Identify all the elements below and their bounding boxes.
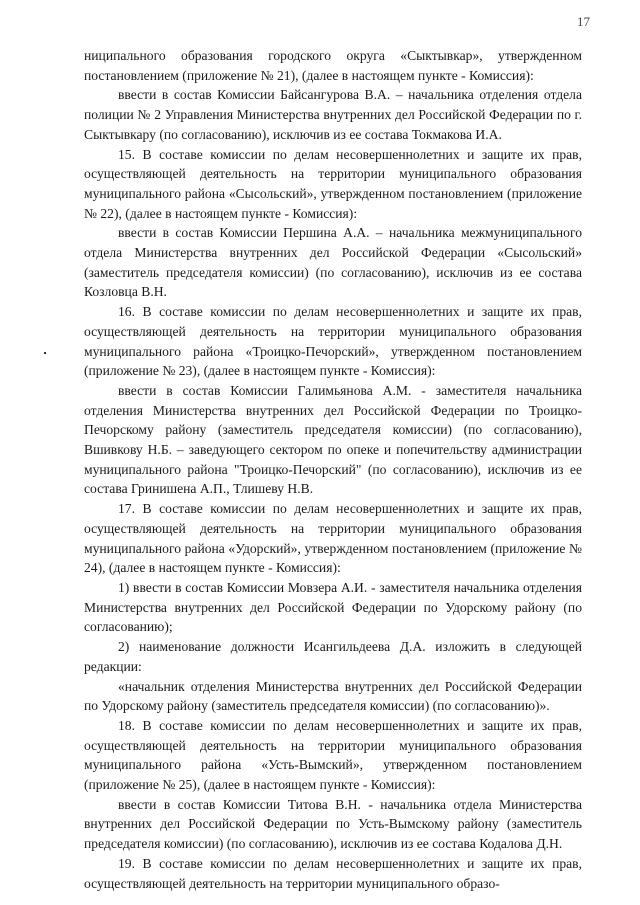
paragraph: ввести в состав Комиссии Галимьянова А.М. - заместителя начальника отделения Министерства внутренних дел Российской Федерации по Троицко-Печорскому району (заместитель председателя комиссии) (по согласованию), Вшивкову Н.Б. – заведующего сектором по опеке и попечительству администрации муниципального района "Троицко-Печорский" (по согласованию), исключив из ее состава Гринишена А.П., Тлишеву Н.В. xyxy=(84,382,582,497)
page-number: 17 xyxy=(577,14,590,29)
paragraph: ввести в состав Комиссии Байсангурова В.А. – начальника отделения отдела полиции № 2 Управления Министерства внутренних дел Российской Федерации по г. Сыктывкару (по согласованию), исключив из ее состава Токмакова И.А. xyxy=(84,87,582,142)
paragraph: 1) ввести в состав Комиссии Мовзера А.И. - заместителя начальника отделения Министерства внутренних дел Российской Федерации по Удорскому району (по согласованию); xyxy=(84,579,582,635)
document-body xyxy=(84,46,582,893)
paragraph: 18. В составе комиссии по делам несовершеннолетних и защите их прав, осуществляющей деятельность на территории муниципального образования муниципального района «Усть-Вымский», утвержденном постановлением (приложение № 25), (далее в настоящем пункте - Комиссия): xyxy=(84,717,582,793)
paragraph: ввести в состав Комиссии Титова В.Н. - начальника отдела Министерства внутренних дел Российской Федерации по Усть-Вымскому району (заместитель председателя комиссии) (по согласованию), исключив из ее состава Кодалова Д.Н. xyxy=(84,796,582,852)
paragraph: 17. В составе комиссии по делам несовершеннолетних и защите их прав, осуществляющей деятельность на территории муниципального образования муниципального района «Удорский», утвержденном постановлением (приложение № 24), (далее в настоящем пункте - Комиссия): xyxy=(84,501,582,576)
paragraph: 19. В составе комиссии по делам несовершеннолетних и защите их прав, осуществляющей деятельность на территории муниципального образо- xyxy=(84,855,582,891)
paragraph: 15. В составе комиссии по делам несовершеннолетних и защите их прав, осуществляющей деятельность на территории муниципального образования муниципального района «Сысольский», утвержденном постановлением (приложение № 22), (далее в настоящем пункте - Комиссия): xyxy=(84,146,582,221)
scan-speck xyxy=(44,352,46,354)
paragraph: «начальник отделения Министерства внутренних дел Российской Федерации по Удорскому району (заместитель председателя комиссии) (по согласованию)». xyxy=(84,678,582,714)
paragraph: ниципального образования городского округа «Сыктывкар», утвержденном постановлением (приложение № 21), (далее в настоящем пункте - Комиссия): xyxy=(84,48,582,83)
paragraph: 2) наименование должности Исангильдеева Д.А. изложить в следующей редакции: xyxy=(84,639,582,674)
paragraph: ввести в состав Комиссии Першина А.А. – начальника межмуниципального отдела Министерства внутренних дел Российской Федерации «Сысольский» (заместитель председателя комиссии) (по согласованию), исключив из ее состава Козловца В.Н. xyxy=(84,225,582,300)
paragraph: 16. В составе комиссии по делам несовершеннолетних и защите их прав, осуществляющей деятельность на территории муниципального образования муниципального района «Троицко-Печорский», утвержденном постановлением (приложение № 23), (далее в настоящем пункте - Комиссия): xyxy=(84,304,582,379)
